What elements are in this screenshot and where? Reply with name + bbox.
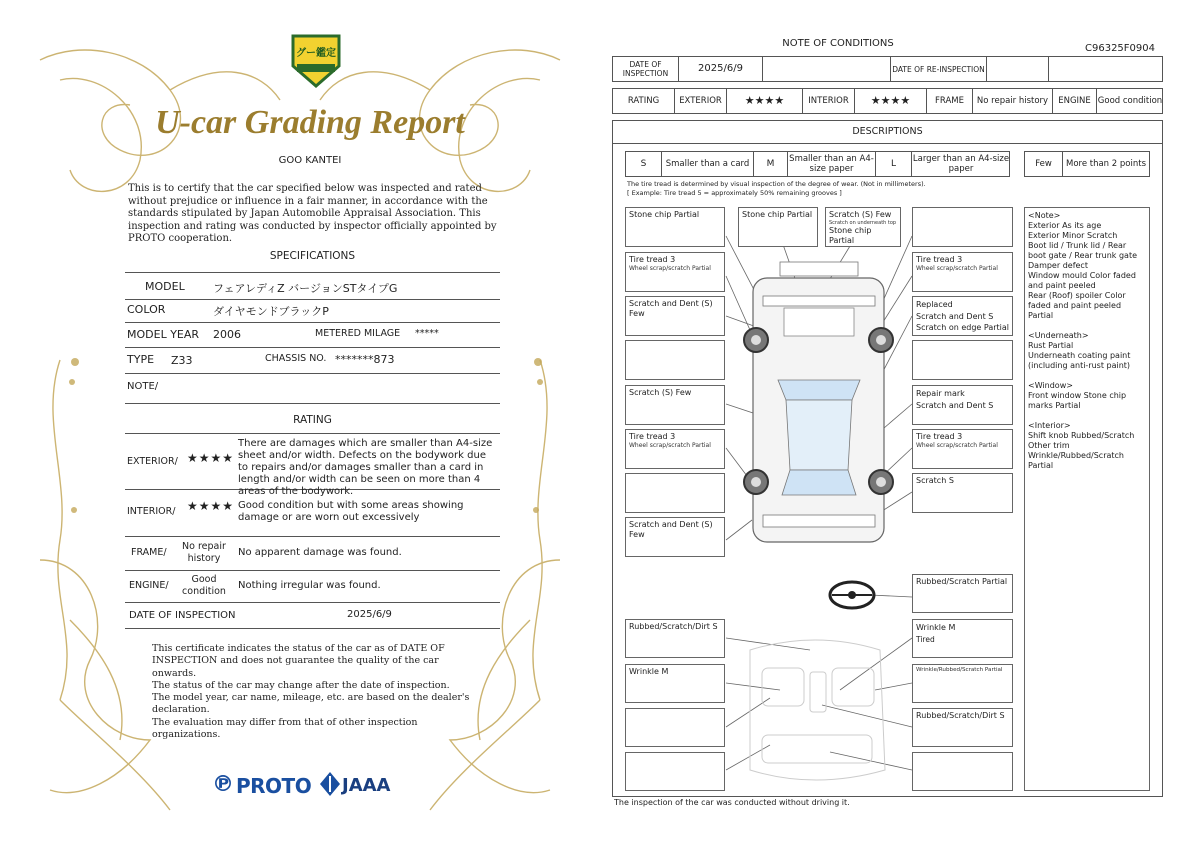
date-inspection-label: DATE OF INSPECTION — [613, 57, 679, 81]
sheet-title: NOTE OF CONDITIONS — [782, 38, 894, 49]
spec-type-row — [125, 347, 500, 374]
exterior-label: EXTERIOR/ — [127, 456, 178, 467]
rating-heading: RATING — [293, 414, 332, 426]
box-text: Tire tread 3 — [629, 432, 676, 441]
interior-label: INTERIOR — [803, 89, 855, 113]
engine-value: Good condition — [1097, 96, 1163, 106]
jaaa-logo-text: JAAA — [342, 775, 391, 796]
legend-l: L — [876, 152, 912, 176]
mileage-value: ***** — [415, 328, 439, 339]
note-label: NOTE/ — [127, 381, 159, 392]
badge-text: グー鑑定 — [296, 48, 336, 59]
interior-rating-row — [125, 488, 500, 537]
legend-few: Few — [1025, 152, 1063, 176]
certificate-disclaimer: This certificate indicates the status of the car as of DATE OF INSPECTION and does not guarantee the quality of the car onwards. The status of the car may change after the date of inspection. The model year, car name, mileage, etc. are based on the dealer's declaration. The evaluation may differ from that of other inspection organizations. — [152, 643, 470, 741]
left-desc-box-4 — [625, 340, 725, 380]
legend-s: S — [626, 152, 662, 176]
box-text: Wrinkle M — [916, 623, 956, 632]
interior-left-box-4 — [625, 752, 725, 791]
type-value: Z33 — [171, 354, 193, 367]
left-desc-box-5 — [625, 385, 725, 425]
exterior-label: EXTERIOR — [675, 89, 727, 113]
box-subtext: Wheel scrap/scratch Partial — [629, 442, 711, 449]
interior-description: Good condition but with some areas showing damage or are worn out excessively — [238, 500, 464, 523]
box-text: Tired — [916, 635, 935, 644]
proto-logo — [212, 770, 312, 798]
engine-label: ENGINE — [1053, 89, 1097, 113]
legend-s-text: Smaller than a card — [662, 152, 754, 176]
box-text: Tire tread 3 — [916, 255, 963, 264]
box-subtext: Wheel scrap/scratch Partial — [916, 442, 998, 449]
chassis-label: CHASSIS NO. — [265, 353, 327, 364]
box-text: Stone chip Partial — [829, 226, 872, 245]
sheet-footer: The inspection of the car was conducted without driving it. — [614, 798, 850, 807]
date-inspection-value: 2025/6/9 — [679, 57, 763, 81]
top-mid-desc-box — [738, 207, 818, 247]
box-text: Stone chip Partial — [742, 210, 813, 219]
box-text: Scratch and Dent (S) Few — [629, 299, 713, 318]
box-text: Scratch (S) Few — [629, 388, 692, 397]
box-text: Tire tread 3 — [916, 432, 963, 441]
interior-right-box-1 — [912, 574, 1013, 613]
interior-left-box-1 — [625, 619, 725, 658]
engine-label: ENGINE/ — [129, 580, 169, 591]
right-desc-box-1 — [912, 207, 1013, 247]
tire-note-2: [ Example: Tire tread 5 = approximately 50% remaining grooves ] — [627, 189, 842, 197]
model-label: MODEL — [145, 280, 185, 293]
frame-value: No repair history — [182, 541, 226, 564]
frame-description: No apparent damage was found. — [238, 547, 402, 558]
notes-panel: <Note> Exterior As its age Exterior Minor Scratch Boot lid / Trunk lid / Rear boot gate / Rear trunk gate Damper defect Window mould Color faded and paint peeled Rear (Roof) spoiler Color faded and paint peeled Partial <Underneath> Rust Partial Underneath coating paint (including anti-rust paint) <Window> Front window Stone chip marks Partial <Interior> Shift knob Rubbed/Scratch Other trim Wrinkle/Rubbed/Scratch Partial — [1024, 207, 1150, 791]
interior-right-box-2 — [912, 619, 1013, 658]
left-desc-box-7 — [625, 473, 725, 513]
steering-wheel-icon — [830, 582, 874, 608]
interior-right-box-5 — [912, 752, 1013, 791]
left-desc-box-8 — [625, 517, 725, 557]
note-of-conditions-sheet — [600, 0, 1200, 848]
box-text: Scratch and Dent S — [916, 311, 994, 321]
mileage-label: METERED MILAGE — [315, 328, 401, 339]
spec-year-row — [125, 322, 500, 348]
rating-label: RATING — [613, 89, 675, 113]
spec-model-row — [125, 272, 500, 300]
right-desc-box-5 — [912, 385, 1013, 425]
tire-note-1: The tire tread is determined by visual inspection of the degree of wear. (Not in millimeters). — [627, 180, 926, 188]
model-year-label: MODEL YEAR — [127, 328, 200, 341]
legend-few-text: More than 2 points — [1065, 159, 1146, 169]
interior-right-box-3 — [912, 664, 1013, 703]
interior-left-box-2 — [625, 664, 725, 703]
frame-value: No repair history — [973, 89, 1053, 113]
engine-description: Nothing irregular was found. — [238, 580, 381, 591]
goo-kantei-badge-icon — [288, 32, 344, 88]
color-label: COLOR — [127, 303, 166, 316]
interior-label: INTERIOR/ — [127, 506, 176, 517]
spec-note-row — [125, 373, 500, 404]
report-title: U-car Grading Report — [155, 104, 465, 141]
box-text: Scratch and Dent (S) Few — [629, 520, 713, 539]
exterior-description: There are damages which are smaller than A4-size sheet and/or width. Defects on the bodywork due to repairs and/or damages smaller than a card in length and/or width can be seen on more than 4 areas of the bodywork. — [238, 438, 493, 497]
proto-mark-icon: ℗ — [212, 772, 234, 797]
box-subtext: Scratch on underneath top — [829, 220, 897, 226]
engine-value: Good condition — [182, 574, 226, 597]
car-top-view-icon — [744, 262, 893, 542]
engine-rating-row — [125, 570, 500, 603]
box-text: Wrinkle/Rubbed/Scratch Partial — [916, 667, 1003, 673]
interior-stars: ★★★★ — [187, 499, 235, 513]
interior-stars: ★★★★ — [855, 89, 927, 113]
spec-color-row — [125, 298, 500, 323]
box-text: Stone chip Partial — [629, 210, 700, 219]
sheet-code: C96325F0904 — [1085, 43, 1155, 54]
box-text: Tire tread 3 — [629, 255, 676, 264]
legend-m: M — [754, 152, 788, 176]
box-text: Scratch on edge Partial — [916, 323, 1010, 332]
chassis-value: *******873 — [335, 353, 395, 366]
box-text: Rubbed/Scratch/Dirt S — [916, 711, 1005, 720]
jaaa-mark-icon — [320, 772, 340, 796]
specifications-heading: SPECIFICATIONS — [269, 250, 356, 262]
report-subtitle: GOO KANTEI — [278, 155, 342, 166]
type-label: TYPE — [127, 353, 155, 366]
date-of-inspection-value: 2025/6/9 — [347, 609, 392, 620]
certification-statement: This is to certify that the car specified below was inspected and rated without prejudice or influence in a fair manner, in accordance with the standards stipulated by Japan Automobile Appraisal Association. This inspection and rating was conducted by inspector officially appointed by PROTO cooperation. — [128, 183, 497, 244]
interior-right-box-4 — [912, 708, 1013, 747]
roof-desc-box — [825, 207, 901, 247]
model-value: フェアレディZ バージョンSTタイプG — [213, 282, 398, 295]
left-desc-box-2 — [625, 252, 725, 292]
right-desc-box-4 — [912, 340, 1013, 380]
box-text: Scratch and Dent S — [916, 400, 994, 410]
right-desc-box-3 — [912, 296, 1013, 336]
legend-l-text: Larger than an A4-size paper — [912, 154, 1010, 174]
frame-label: FRAME/ — [131, 547, 167, 558]
date-reinspection-label: DATE OF RE-INSPECTION — [891, 57, 987, 81]
legend-m-text: Smaller than an A4-size paper — [788, 152, 876, 176]
inspection-date-row — [125, 602, 500, 629]
box-text: Rubbed/Scratch/Dirt S — [629, 622, 718, 631]
exterior-stars: ★★★★ — [727, 89, 803, 113]
date-of-inspection-label: DATE OF INSPECTION — [129, 610, 236, 621]
box-text: Rubbed/Scratch Partial — [916, 577, 1008, 586]
box-text: Repair mark — [916, 389, 965, 398]
jaaa-logo — [320, 770, 400, 798]
right-desc-box-6 — [912, 429, 1013, 469]
exterior-stars: ★★★★ — [187, 451, 235, 465]
model-year-value: 2006 — [213, 328, 241, 341]
right-desc-box-2 — [912, 252, 1013, 292]
box-text: Scratch (S) Few — [829, 210, 892, 219]
color-value: ダイヤモンドブラックP — [213, 305, 329, 318]
left-desc-box-1 — [625, 207, 725, 247]
descriptions-heading: DESCRIPTIONS — [852, 126, 923, 137]
box-subtext: Wheel scrap/scratch Partial — [629, 265, 711, 272]
box-text: Wrinkle M — [629, 667, 669, 676]
left-desc-box-6 — [625, 429, 725, 469]
frame-label: FRAME — [927, 89, 973, 113]
interior-left-box-3 — [625, 708, 725, 747]
right-desc-box-7 — [912, 473, 1013, 513]
box-subtext: Wheel scrap/scratch Partial — [916, 265, 998, 272]
left-desc-box-3 — [625, 296, 725, 336]
frame-rating-row — [125, 536, 500, 571]
box-text: Replaced — [916, 300, 953, 309]
proto-logo-text: PROTO — [236, 774, 312, 798]
car-interior-icon — [750, 640, 885, 780]
box-text: Scratch S — [916, 476, 954, 485]
exterior-rating-row — [125, 433, 500, 497]
